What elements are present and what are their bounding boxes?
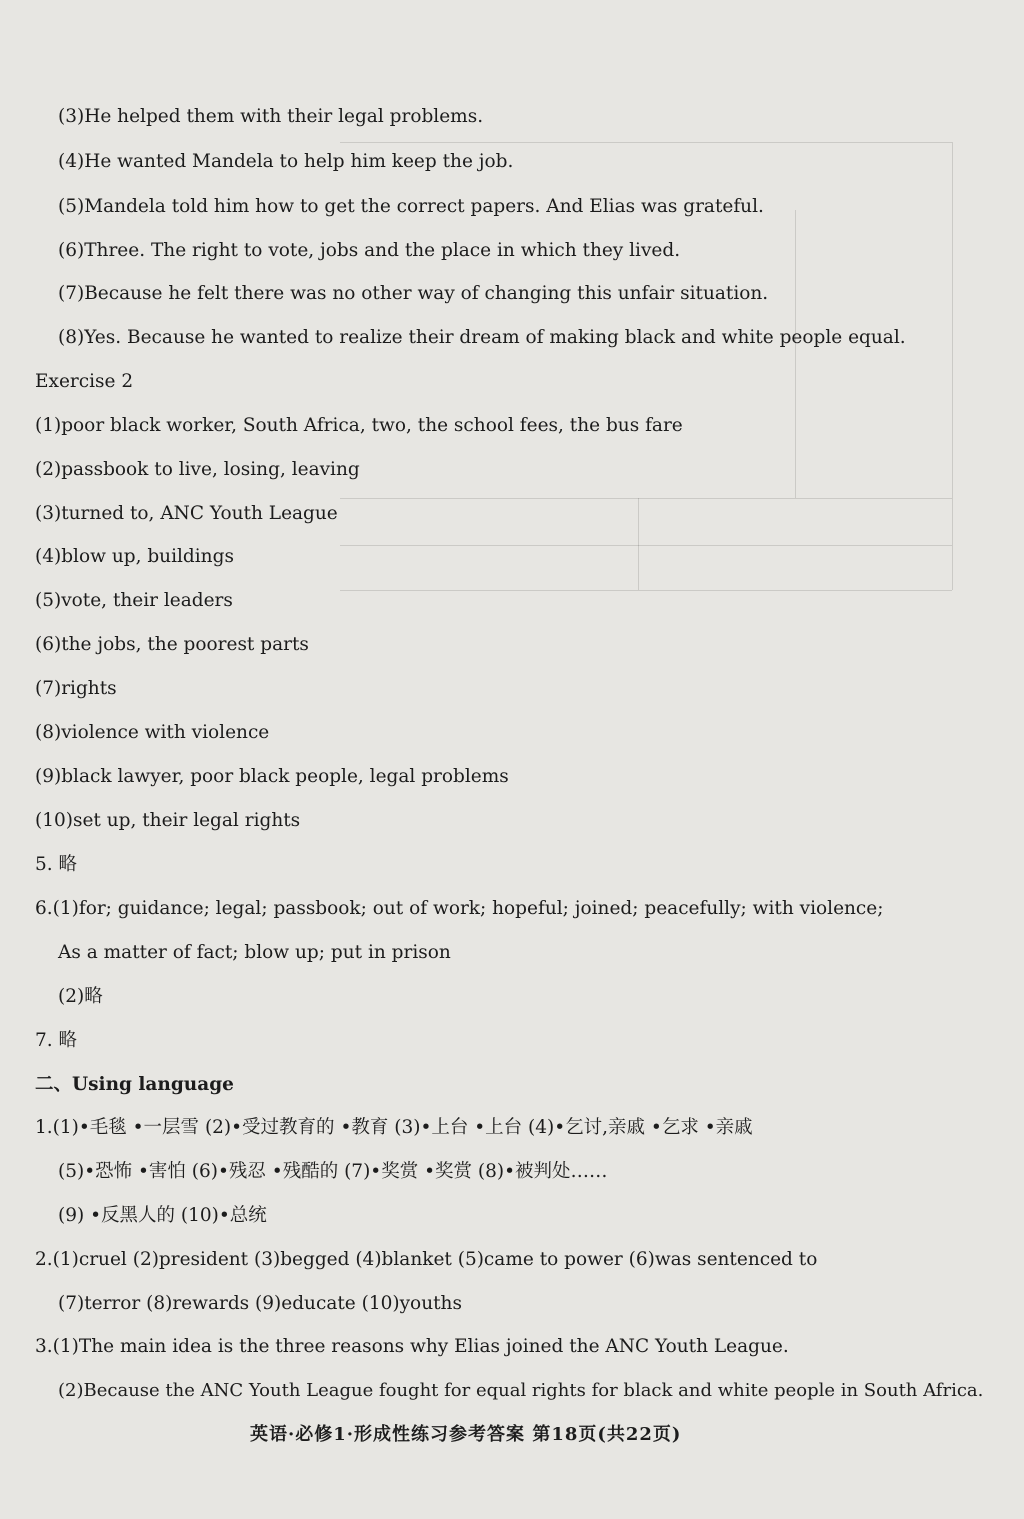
exercise1-answer-6: (6)Three. The right to vote, jobs and the place in which they lived.: [58, 240, 681, 261]
bleed-through-line: [952, 142, 953, 590]
exercise2-item-4: (4)blow up, buildings: [35, 546, 234, 567]
section2-q1-line3: (9) •反黑人的 (10)•总统: [58, 1205, 267, 1226]
exercise1-answer-7: (7)Because he felt there was no other way of changing this unfair situation.: [58, 283, 769, 304]
exercise2-item-2: (2)passbook to live, losing, leaving: [35, 459, 360, 480]
exercise2-heading: Exercise 2: [35, 371, 134, 392]
bleed-through-line: [340, 142, 952, 143]
question-7-answer: 7. 略: [35, 1030, 78, 1051]
exercise2-item-5: (5)vote, their leaders: [35, 590, 233, 611]
exercise2-item-3: (3)turned to, ANC Youth League: [35, 503, 338, 524]
bleed-through-line: [340, 498, 952, 499]
exercise1-answer-5: (5)Mandela told him how to get the correct papers. And Elias was grateful.: [58, 196, 764, 217]
question-6-answer-line3: (2)略: [58, 986, 103, 1007]
exercise2-item-10: (10)set up, their legal rights: [35, 810, 301, 831]
exercise2-item-1: (1)poor black worker, South Africa, two, the school fees, the bus fare: [35, 415, 683, 436]
section-heading-using-language: 二、Using language: [35, 1074, 234, 1095]
exercise2-item-9: (9)black lawyer, poor black people, legal problems: [35, 766, 509, 787]
section2-q3-line2: (2)Because the ANC Youth League fought for equal rights for black and white people in South Africa.: [58, 1380, 984, 1401]
exercise2-item-6: (6)the jobs, the poorest parts: [35, 634, 309, 655]
page-footer: 英语·必修1·形成性练习参考答案 第18页(共22页): [250, 1424, 682, 1445]
question-5-answer: 5. 略: [35, 854, 78, 875]
bleed-through-line: [638, 498, 639, 590]
exercise1-answer-4: (4)He wanted Mandela to help him keep the job.: [58, 151, 514, 172]
section2-q1-line1: 1.(1)•毛毯 •一层雪 (2)•受过教育的 •教育 (3)•上台 •上台 (4)•乞讨,亲戚 •乞求 •亲戚: [35, 1117, 753, 1138]
bleed-through-line: [795, 210, 796, 498]
exercise1-answer-3: (3)He helped them with their legal problems.: [58, 106, 484, 127]
exercise2-item-8: (8)violence with violence: [35, 722, 270, 743]
exercise1-answer-8: (8)Yes. Because he wanted to realize their dream of making black and white people equal.: [58, 327, 906, 348]
bleed-through-line: [340, 545, 952, 546]
question-6-answer-line2: As a matter of fact; blow up; put in prison: [58, 942, 451, 963]
bleed-through-line: [340, 590, 952, 591]
exercise2-item-7: (7)rights: [35, 678, 117, 699]
question-6-answer-line1: 6.(1)for; guidance; legal; passbook; out of work; hopeful; joined; peacefully; with violence;: [35, 898, 884, 919]
section2-q2-line1: 2.(1)cruel (2)president (3)begged (4)blanket (5)came to power (6)was sentenced to: [35, 1249, 818, 1270]
section2-q3-line1: 3.(1)The main idea is the three reasons why Elias joined the ANC Youth League.: [35, 1336, 789, 1357]
section2-q2-line2: (7)terror (8)rewards (9)educate (10)youths: [58, 1293, 462, 1314]
section2-q1-line2: (5)•恐怖 •害怕 (6)•残忍 •残酷的 (7)•奖赏 •奖赏 (8)•被判处……: [58, 1161, 608, 1182]
